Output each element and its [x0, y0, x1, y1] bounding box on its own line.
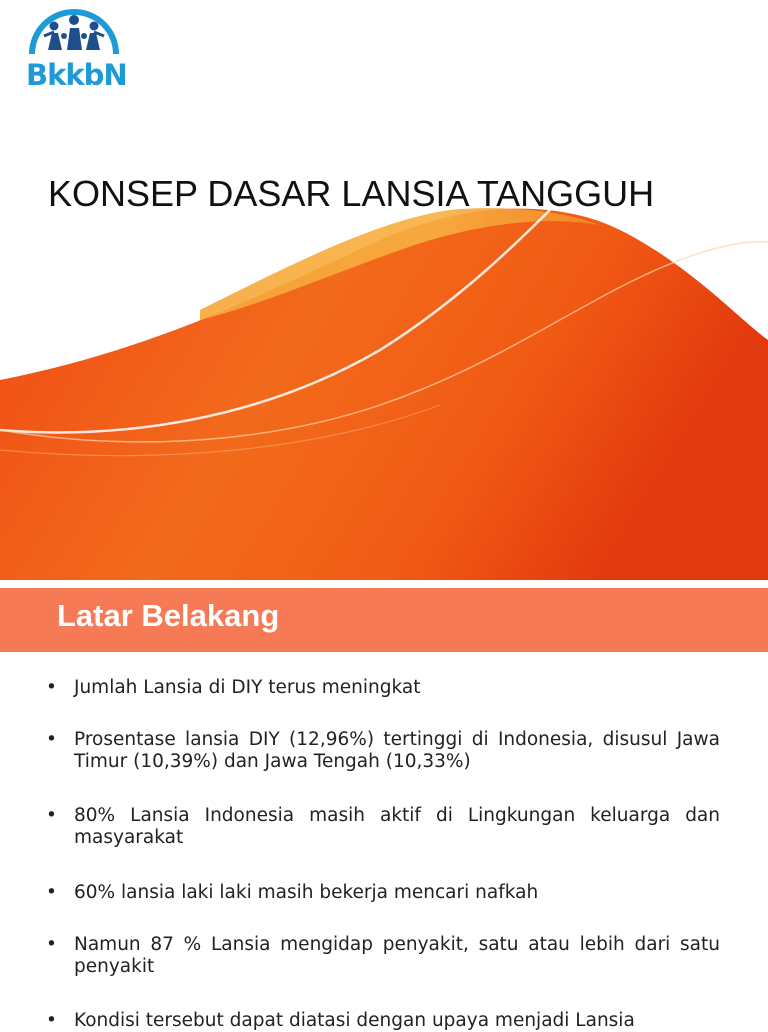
- bullet-item: • 80% Lansia Indonesia masih aktif di Lingkungan keluarga dan masyarakat: [74, 805, 720, 849]
- bullet-item: • Prosentase lansia DIY (12,96%) tertinggi di Indonesia, disusul Jawa Timur (10,39%) dan Jawa Tengah (10,33%): [74, 729, 720, 773]
- bullet-item: • Kondisi tersebut dapat diatasi dengan upaya menjadi Lansia: [74, 1010, 720, 1032]
- bullet-item: • Namun 87 % Lansia mengidap penyakit, satu atau lebih dari satu penyakit: [74, 934, 720, 978]
- logo-text: BkkbN: [26, 58, 127, 92]
- section-heading: Latar Belakang: [57, 598, 280, 633]
- bullet-item: • 60% lansia laki laki masih bekerja mencari nafkah: [74, 882, 720, 904]
- bullet-item: • Jumlah Lansia di DIY terus meningkat: [74, 677, 720, 699]
- orange-wave-graphic: [0, 180, 768, 580]
- slide-title: KONSEP DASAR LANSIA TANGGUH: [48, 173, 655, 214]
